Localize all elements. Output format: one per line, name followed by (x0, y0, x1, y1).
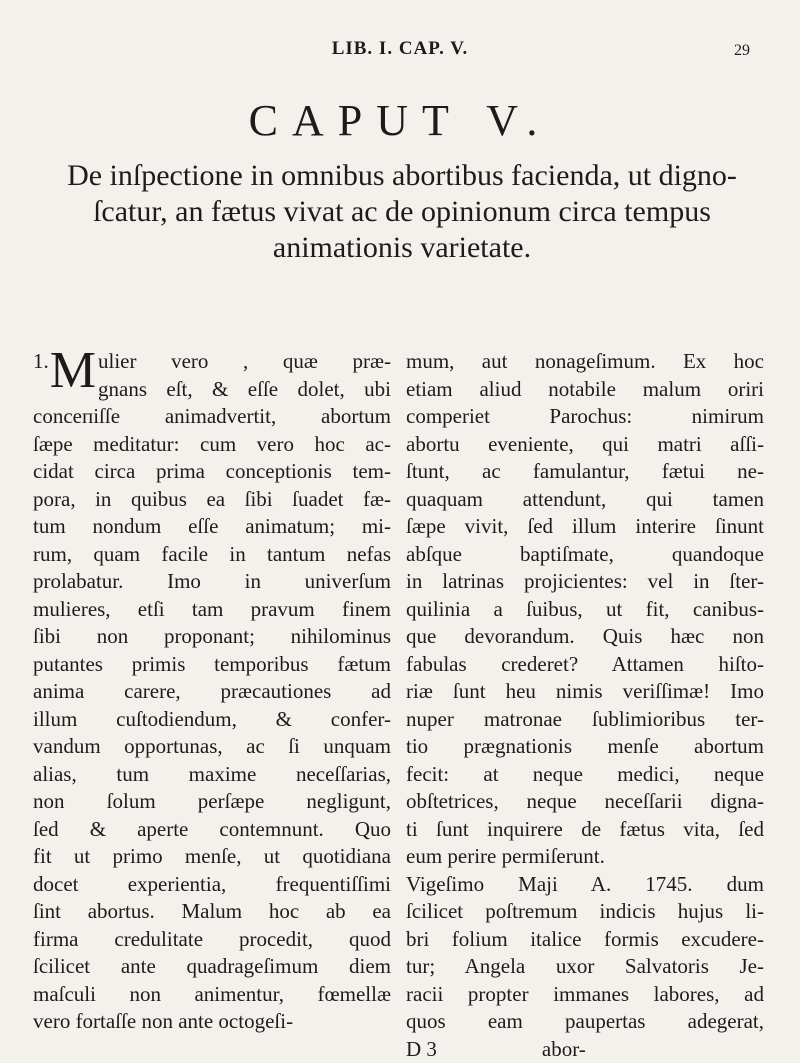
text-line: ti ſunt inquirere de fætus vita, ſed (406, 816, 764, 844)
running-head (0, 38, 800, 62)
text-line: ſæpe vivit, ſed illum interire ſinunt (406, 513, 764, 541)
text-line: fit ut primo menſe, ut quotidiana (33, 843, 391, 871)
running-head-text: LIB. I. CAP. V. (260, 38, 540, 60)
text-line: etiam aliud notabile malum oriri (406, 376, 764, 404)
chapter-subtitle (32, 158, 772, 266)
text-line: quaquam attendunt, qui tamen (406, 486, 764, 514)
text-line: ſibi non proponant; nihilominus (33, 623, 391, 651)
text-line: ſcilicet poſtremum indicis hujus li- (406, 898, 764, 926)
text-line: putantes primis temporibus fætum (33, 651, 391, 679)
text-line: abortu eveniente, qui matri aſſi- (406, 431, 764, 459)
text-line: prolabatur. Imo in univerſum (33, 568, 391, 596)
text-line: obſtetrices, neque neceſſarii digna- (406, 788, 764, 816)
subtitle-line: De inſpectione in omnibus abortibus facienda, ut digno- (32, 158, 772, 194)
text-line: tur; Angela uxor Salvatoris Je- (406, 953, 764, 981)
text-line: firma credulitate procedit, quod (33, 926, 391, 954)
text-line: bri folium italice formis excudere- (406, 926, 764, 954)
section-number: 1. (33, 348, 49, 376)
text-line: quos eam paupertas adegerat, (406, 1008, 764, 1036)
text-line: conceпiſſe animadvertit, abortum (33, 403, 391, 431)
text-line: ſint abortus. Malum hoc ab ea (33, 898, 391, 926)
left-text-column (33, 348, 391, 1036)
text-line: fabulas crederet? Attamen hiſto- (406, 651, 764, 679)
text-line: non ſolum perſæpe negligunt, (33, 788, 391, 816)
text-line: riæ ſunt heu nimis veriſſimæ! Imo (406, 678, 764, 706)
text-line: gnans eſt, & eſſe dolet, ubi (33, 376, 391, 404)
text-line: in latrinas projicientes: vel in ſter- (406, 568, 764, 596)
text-line: rum, quam facile in tantum nefas (33, 541, 391, 569)
text-line: mum, aut nonageſimum. Ex hoc (406, 348, 764, 376)
text-line: illum cuſtodiendum, & confer- (33, 706, 391, 734)
text-line: tio prægnationis menſe abortum (406, 733, 764, 761)
text-line: vandum opportunas, ac ſi unquam (33, 733, 391, 761)
chapter-title: CAPUT V. (0, 95, 800, 146)
text-line: ſcilicet ante quadrageſimum diem (33, 953, 391, 981)
text-line: que devorandum. Quis hæc non (406, 623, 764, 651)
text-line: abſque baptiſmate, quandoque (406, 541, 764, 569)
text-line: cidat circa prima conceptionis tem- (33, 458, 391, 486)
text-line: Vigeſimo Maji A. 1745. dum (406, 871, 764, 899)
text-line: ſæpe meditatur: cum vero hoc ac- (33, 431, 391, 459)
drop-initial: M (50, 348, 96, 394)
text-line: ſed & aperte contemnunt. Quo (33, 816, 391, 844)
signature-mark-line: D 3 abor- (406, 1036, 764, 1063)
text-line: mulieres, etſi tam pravum finem (33, 596, 391, 624)
right-text-column (406, 348, 764, 1063)
text-line: fecit: at neque medici, neque (406, 761, 764, 789)
text-line: ſtunt, ac famulantur, fætui ne- (406, 458, 764, 486)
text-line: eum perire permiſerunt. (406, 843, 764, 871)
text-line: nuper matronae ſublimioribus ter- (406, 706, 764, 734)
subtitle-line: ſcatur, an fætus vivat ac de opinionum circa tempus (32, 194, 772, 230)
text-line: alias, tum maxime neceſſarias, (33, 761, 391, 789)
text-line: tum nondum eſſe animatum; mi- (33, 513, 391, 541)
text-line: quilinia a ſuibus, ut fit, canibus- (406, 596, 764, 624)
text-line: anima carere, præcautiones ad (33, 678, 391, 706)
page-number: 29 (734, 42, 750, 60)
text-line: maſculi non animentur, fœmellæ (33, 981, 391, 1009)
text-line: docet experientia, frequentiſſimi (33, 871, 391, 899)
paragraph-opening (33, 348, 391, 403)
subtitle-line: animationis varietate. (32, 230, 772, 266)
text-line: ulier vero , quæ præ- (33, 348, 391, 376)
text-line: pora, in quibus ea ſibi ſuadet fæ- (33, 486, 391, 514)
text-line: vero fortaſſe non ante octogeſi- (33, 1008, 391, 1036)
text-line: racii propter immanes labores, ad (406, 981, 764, 1009)
text-line: comperiet Parochus: nimirum (406, 403, 764, 431)
